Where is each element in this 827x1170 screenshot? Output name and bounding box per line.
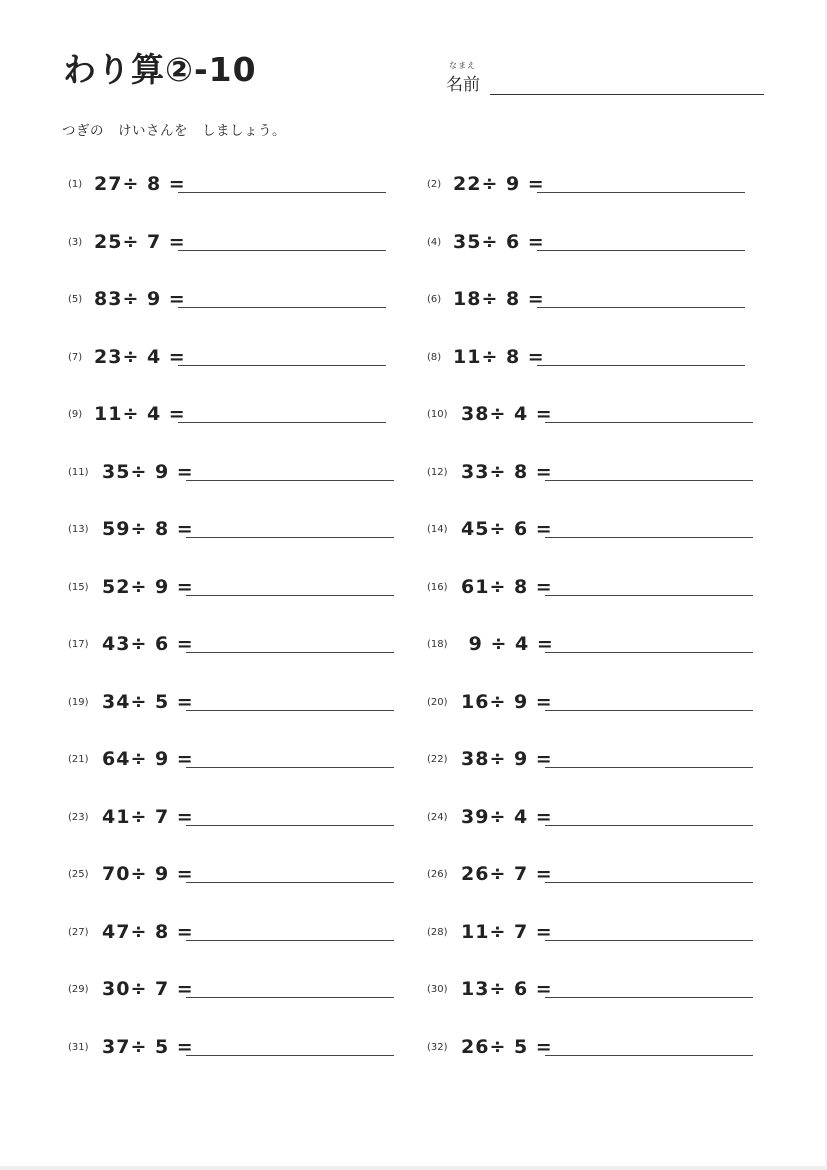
problem-number: (2) [427,179,442,190]
problem-expression: 34÷ 5 = [102,690,194,713]
answer-line[interactable] [178,365,386,366]
answer-line[interactable] [545,480,753,481]
answer-line[interactable] [178,192,386,193]
problem-number: (31) [68,1041,89,1053]
problem-expression: 61÷ 8 = [461,575,553,598]
problem-item [427,516,767,544]
problem-expression: 47÷ 8 = [102,920,194,943]
problem-number: (8) [427,351,442,363]
problem-expression: 23÷ 4 = [94,345,186,368]
problem-item [427,861,767,889]
problem-expression: 45÷ 6 = [461,518,553,540]
problem-expression: 11÷ 7 = [461,920,553,943]
problem-item [68,171,408,199]
problem-item [68,976,408,1004]
problem-expression: 11÷ 4 = [94,403,186,425]
answer-line[interactable] [545,1055,753,1056]
answer-line[interactable] [537,250,745,251]
answer-line[interactable] [537,307,745,308]
answer-line[interactable] [545,940,753,941]
answer-line[interactable] [178,422,386,423]
problem-number: (4) [427,236,442,248]
problem-item [68,516,408,544]
problem-expression: 13÷ 6 = [461,978,553,1000]
problem-number: (21) [68,754,89,765]
name-ruby: なまえ [449,61,476,70]
problem-item [427,459,767,487]
problem-number: (28) [427,926,448,938]
problem-number: (9) [68,409,83,420]
problem-expression: 70÷ 9 = [102,863,194,885]
problem-item [427,1034,767,1062]
name-field-block [446,60,766,100]
answer-line[interactable] [186,825,394,826]
problem-number: (23) [68,811,89,823]
problem-number: (22) [427,754,448,765]
problem-item [427,976,767,1004]
answer-line[interactable] [545,825,753,826]
problem-item [68,286,408,314]
problem-number: (19) [68,696,89,708]
problem-item [427,689,767,717]
problem-expression: 11÷ 8 = [453,345,545,368]
problem-expression: 41÷ 7 = [102,805,194,828]
problem-item [68,746,408,774]
problem-number: (32) [427,1041,448,1053]
name-label: 名前 [446,75,480,95]
problem-expression: 35÷ 9 = [102,460,194,483]
problem-item [427,401,767,429]
problem-item [68,459,408,487]
problem-number: (14) [427,524,448,535]
problem-number: (17) [68,639,89,650]
page-bottom-edge [0,1166,827,1170]
answer-line[interactable] [186,652,394,653]
problem-item [68,401,408,429]
problem-expression: 25÷ 7 = [94,230,186,253]
problem-item [427,344,767,372]
answer-line[interactable] [545,997,753,998]
problem-item [68,689,408,717]
problem-expression: 37÷ 5 = [102,1035,194,1058]
problem-item [68,631,408,659]
answer-line[interactable] [186,480,394,481]
problem-item [68,861,408,889]
problem-item [427,631,767,659]
answer-line[interactable] [537,365,745,366]
problem-expression: 26÷ 5 = [461,1035,553,1058]
answer-line[interactable] [545,710,753,711]
problem-item [427,746,767,774]
problem-expression: 39÷ 4 = [461,805,553,828]
problem-expression: 27÷ 8 = [94,173,186,195]
answer-line[interactable] [545,767,753,768]
problem-number: (27) [68,926,89,938]
problem-number: (11) [68,466,89,478]
problem-number: (26) [427,869,448,880]
problem-number: (6) [427,294,442,305]
problem-expression: 38÷ 9 = [461,748,553,770]
answer-line[interactable] [186,997,394,998]
problem-item [68,344,408,372]
problem-number: (30) [427,984,448,995]
answer-line[interactable] [186,537,394,538]
problem-item [427,804,767,832]
instruction-text: つぎの けいさんを しましょう。 [62,123,286,139]
problem-expression: 30÷ 7 = [102,978,194,1000]
answer-line[interactable] [537,192,745,193]
problem-number: (15) [68,581,89,593]
problem-expression: 35÷ 6 = [453,230,545,253]
problem-expression: 9 ÷ 4 = [461,633,554,655]
problem-item [68,229,408,257]
answer-line[interactable] [545,595,753,596]
problem-number: (16) [427,581,448,593]
problem-number: (20) [427,696,448,708]
problem-item [427,229,767,257]
answer-line[interactable] [545,537,753,538]
answer-line[interactable] [545,652,753,653]
answer-line[interactable] [545,882,753,883]
problem-number: (12) [427,466,448,478]
problem-expression: 16÷ 9 = [461,690,553,713]
answer-line[interactable] [186,1055,394,1056]
worksheet-title: わり算②-10 [63,50,257,89]
answer-line[interactable] [186,710,394,711]
problem-item [68,1034,408,1062]
problem-item [427,919,767,947]
problem-expression: 18÷ 8 = [453,288,545,310]
answer-line[interactable] [186,767,394,768]
problem-number: (3) [68,236,83,248]
problem-expression: 22÷ 9 = [453,173,545,195]
problem-expression: 59÷ 8 = [102,518,194,540]
answer-line[interactable] [186,940,394,941]
problem-expression: 52÷ 9 = [102,575,194,598]
answer-line[interactable] [186,595,394,596]
problem-item [68,574,408,602]
problem-expression: 38÷ 4 = [461,403,553,425]
problem-expression: 26÷ 7 = [461,863,553,885]
problem-number: (18) [427,639,448,650]
problem-item [427,574,767,602]
problem-expression: 83÷ 9 = [94,288,186,310]
problem-item [427,286,767,314]
problem-item [68,919,408,947]
problem-number: (29) [68,984,89,995]
problem-number: (7) [68,351,83,363]
answer-line[interactable] [186,882,394,883]
problem-number: (5) [68,294,83,305]
problem-number: (1) [68,179,83,190]
answer-line[interactable] [178,307,386,308]
problem-number: (25) [68,869,89,880]
problem-item [68,804,408,832]
answer-line[interactable] [178,250,386,251]
problem-expression: 43÷ 6 = [102,633,194,655]
problem-item [427,171,767,199]
problem-expression: 33÷ 8 = [461,460,553,483]
answer-line[interactable] [545,422,753,423]
name-input-line[interactable] [490,94,764,95]
problem-number: (10) [427,409,448,420]
problem-expression: 64÷ 9 = [102,748,194,770]
problem-number: (24) [427,811,448,823]
problem-number: (13) [68,524,89,535]
